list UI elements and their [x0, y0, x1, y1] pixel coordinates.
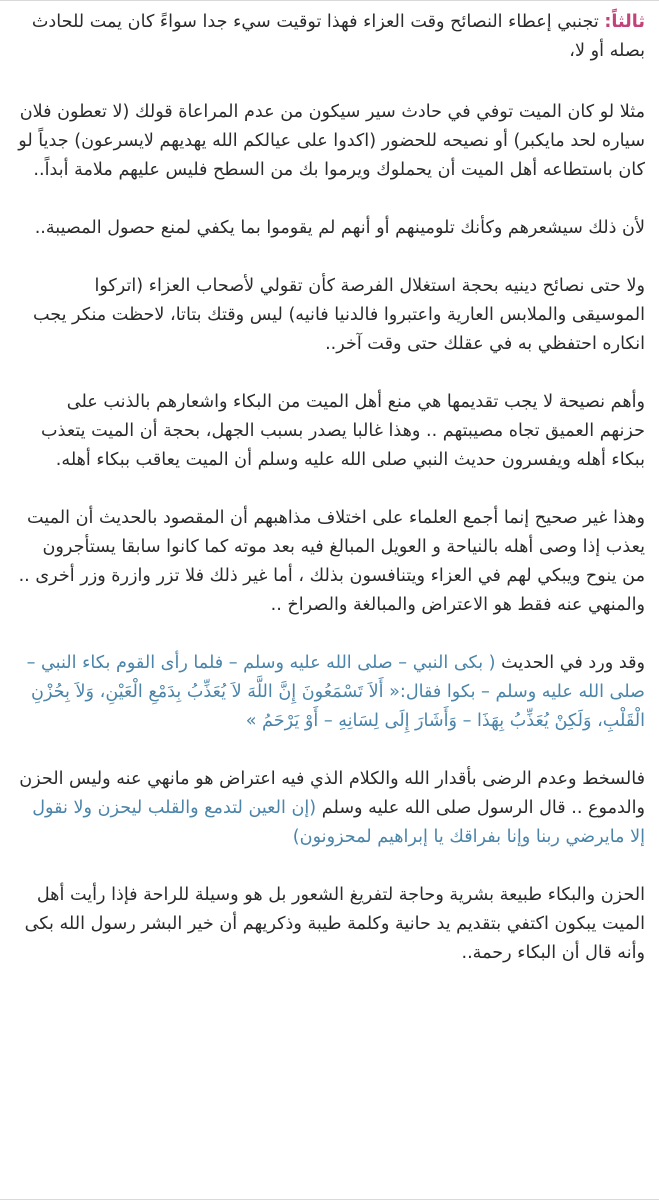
prophet-quote: (إن العين لتدمع والقلب ليحزن ولا نقول إلا مايرضي ربنا وإنا بفراقك يا إبراهيم لمحزونون) [32, 798, 645, 847]
hadith-intro: وقد ورد في الحديث [495, 653, 645, 673]
paragraph-1 [16, 8, 645, 66]
paragraph-8 [16, 765, 645, 852]
top-divider [0, 0, 659, 1]
paragraph-2: مثلا لو كان الميت توفي في حادث سير سيكون من عدم المراعاة قولك (لا تعطون فلان سياره لحد مايكبر) أو نصيحه للحضور (اكدوا على عيالكم الله يهديهم لايسرعون) جدياً لو كان باستطاعه أهل الميت أن يحملوك ويرموا بك من السطح فليس عليهم ملامة أبداً.. [18, 102, 645, 180]
paragraph-4: ولا حتى نصائح دينيه بحجة استغلال الفرصة كأن تقولي لأصحاب العزاء (اتركوا الموسيقى والملابس العارية واعتبروا فالدنيا فانيه) ليس وقتك بتاتا، لاحظت منكر يجب انكاره احتفظي به في عقلك حتى وقت آخر.. [32, 276, 645, 354]
paragraph-3: لأن ذلك سيشعرهم وكأنك تلومينهم أو أنهم لم يقوموا بما يكفي لمنع حصول المصيبة.. [34, 218, 645, 238]
paragraph-5: وأهم نصيحة لا يجب تقديمها هي منع أهل الميت من البكاء واشعارهم بالذنب على حزنهم العميق تجاه مصيبتهم .. وهذا غالبا يصدر بسبب الجهل، بحجة أن الميت يتعذب ببكاء أهله ويفسرون حديث النبي صلى الله عليه وسلم أن الميت يعاقب ببكاء أهله. [41, 392, 645, 470]
paragraph-8-text: فالسخط وعدم الرضى بأقدار الله والكلام الذي فيه اعتراض هو مانهي عنه وليس الحزن والدموع .. قال الرسول صلى الله عليه وسلم [19, 769, 645, 818]
section-heading: ثالثاً: [604, 12, 645, 32]
paragraph-1-text: تجنبي إعطاء النصائح وقت العزاء فهذا توقيت سيء جدا سواءً كان يمت للحادث بصله أو لا، [31, 12, 645, 61]
paragraph-9: الحزن والبكاء طبيعة بشرية وحاجة لتفريغ الشعور بل هو وسيلة للراحة فإذا رأيت أهل الميت يبكون اكتفي بتقديم يد حانية وكلمة طيبة وذكريهم أن خير البشر رسول الله بكى وأنه قال أن البكاء رحمة.. [24, 885, 645, 963]
paragraph-7 [16, 649, 645, 736]
hadith-quote: ( بكى النبي – صلى الله عليه وسلم – فلما رأى القوم بكاء النبي – صلى الله عليه وسلم – بكوا فقال:« أَلاَ تَسْمَعُونَ إِنَّ اللَّهَ لاَ يُعَذِّبُ بِدَمْعِ الْعَيْنِ، وَلاَ بِحُزْنِ الْقَلْبِ، وَلَكِنْ يُعَذِّبُ بِهَذَا – وَأَشَارَ إِلَى لِسَانِهِ – أَوْ يَرْحَمُ » [26, 653, 645, 731]
paragraph-6: وهذا غير صحيح إنما أجمع العلماء على اختلاف مذاهبهم أن المقصود بالحديث أن الميت يعذب إذا وصى أهله بالنياحة و العويل المبالغ فيه بعد موته كما كانوا سابقا يستأجرون من ينوح ويبكي لهم في العزاء ويتنافسون بذلك ، أما غير ذلك فلا تزر وازرة وزر أخرى .. والمنهي عنه فقط هو الاعتراض والمبالغة والصراخ .. [18, 508, 645, 615]
article-body [16, 8, 645, 968]
